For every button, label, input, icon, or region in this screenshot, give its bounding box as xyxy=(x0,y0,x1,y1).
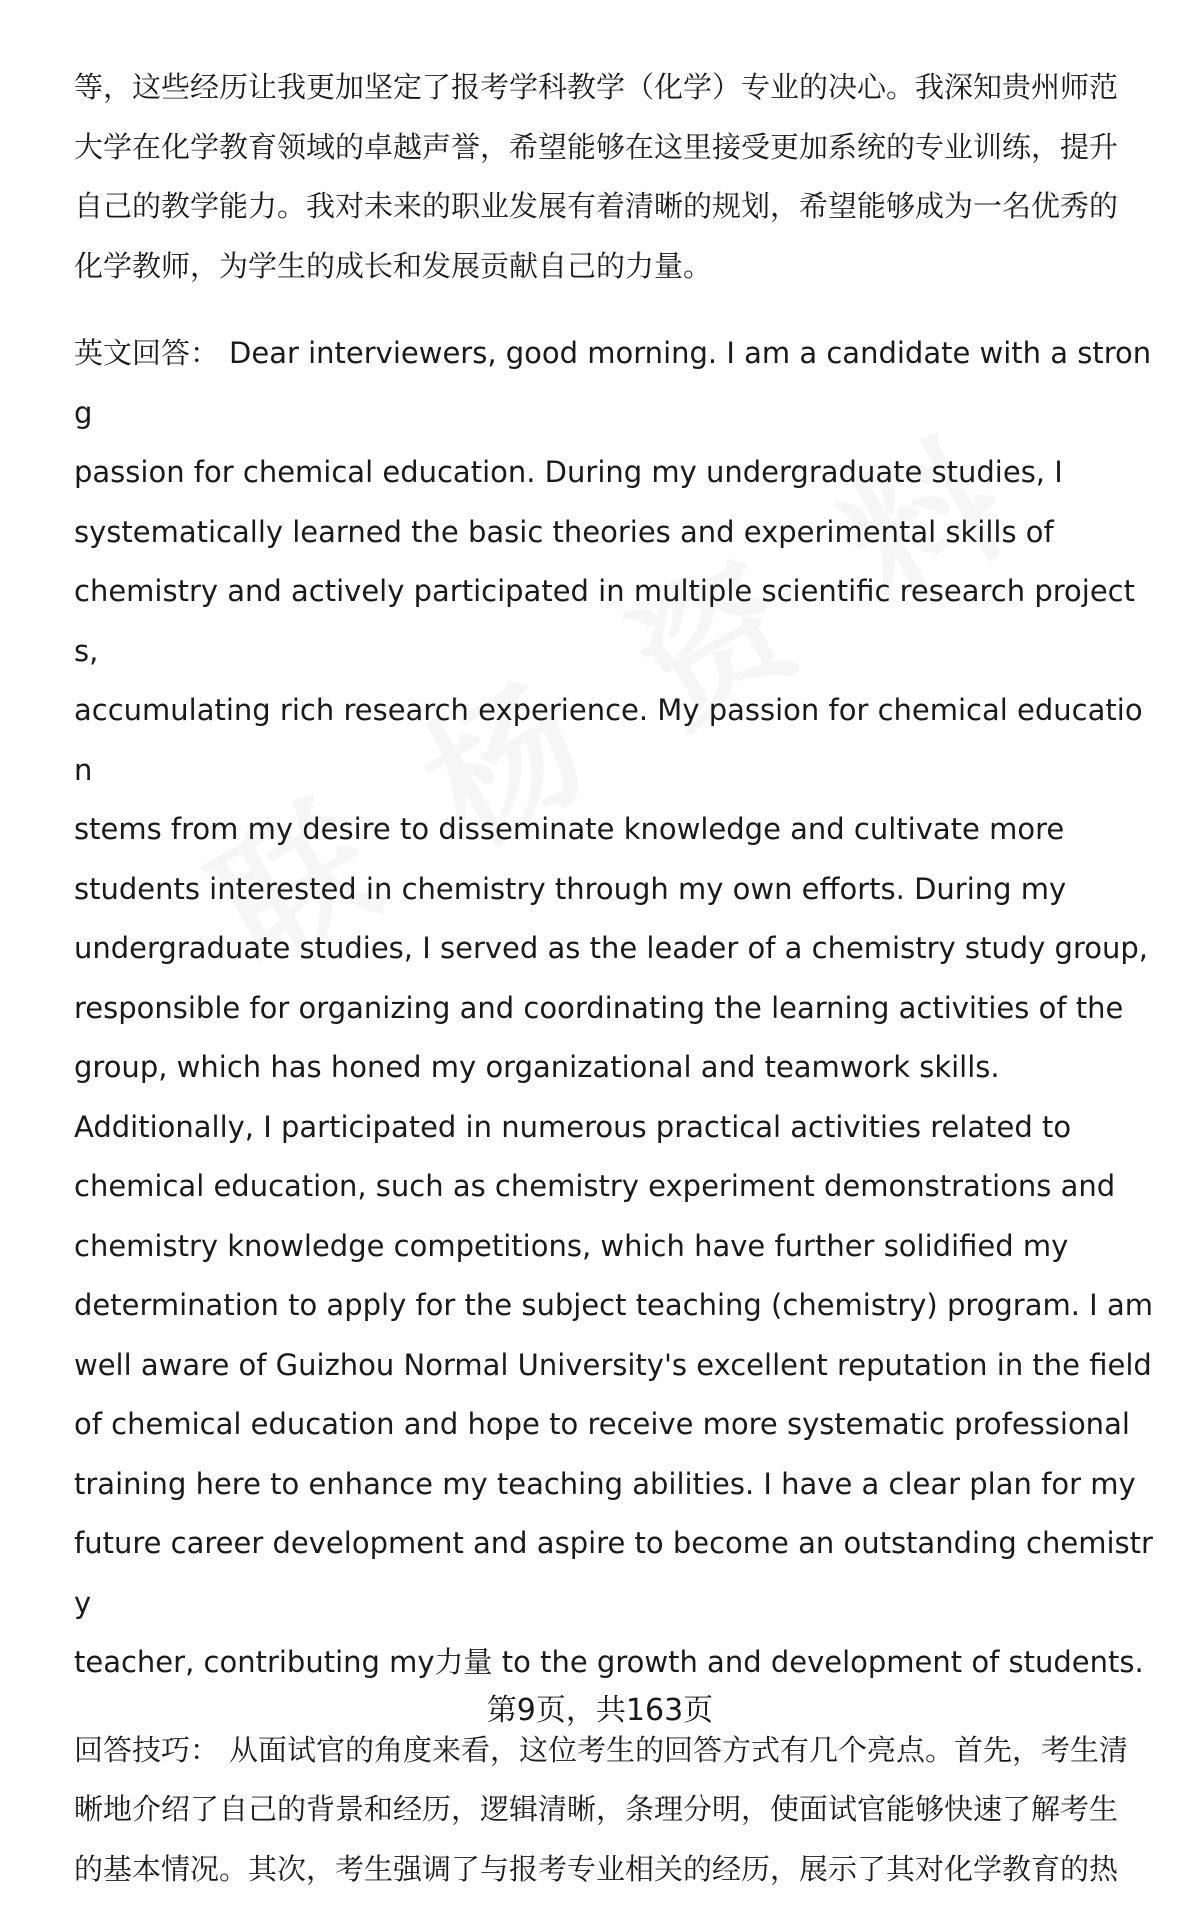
paragraph-chinese-continued: 等，这些经历让我更加坚定了报考学科教学（化学）专业的决心。我深知贵州师范 大学在化学教育领域的卓越声誉，希望能够在这里接受更加系统的专业训练，提升 自己的教学能力。我对未来的职业发展有着清晰的规划，希望能够成为一名优秀的 化学教师，为学生的成长和发展贡献自己的力量。 xyxy=(74,70,1119,283)
paragraph-english-answer xyxy=(74,324,1156,1693)
document-body xyxy=(74,58,1156,1927)
english-answer-text: Dear interviewers, good morning. I am a candidate with a strong passion for chemical education. During my undergraduate studies, I systematically learned the basic theories and experimental skills of chemistry and actively participated in multiple scientific research projects, accumulating rich research experience. My passion for chemical education stems from my desire to disseminate knowledge and cultivate more students interested in chemistry through my own efforts. During my undergraduate studies, I served as the leader of a chemistry study group, responsible for organizing and coordinating the learning activities of the group, which has honed my organizational and teamwork skills. Additionally, I participated in numerous practical activities related to chemical education, such as chemistry experiment demonstrations and chemistry knowledge competitions, which have further solidified my determination to apply for the subject teaching (chemistry) program. I am well aware of Guizhou Normal University's excellent reputation in the field of chemical education and hope to receive more systematic professional training here to enhance my teaching abilities. I have a clear plan for my future career development and aspire to become an outstanding chemistry teacher, contributing my力量 to the growth and development of students. xyxy=(74,336,1153,1679)
paragraph-answer-tips xyxy=(74,1721,1156,1900)
english-answer-label: 英文回答： xyxy=(74,336,220,370)
page-number: 第9页，共163页 xyxy=(486,1693,714,1728)
answer-tips-text: 从面试官的角度来看，这位考生的回答方式有几个亮点。首先，考生清 晰地介绍了自己的背景和经历，逻辑清晰，条理分明，使面试官能够快速了解考生 的基本情况。其次，考生强调了与报考专业相关的经历，展示了其对化学教育的热 xyxy=(74,1732,1129,1886)
answer-tips-label: 回答技巧： xyxy=(74,1732,220,1767)
